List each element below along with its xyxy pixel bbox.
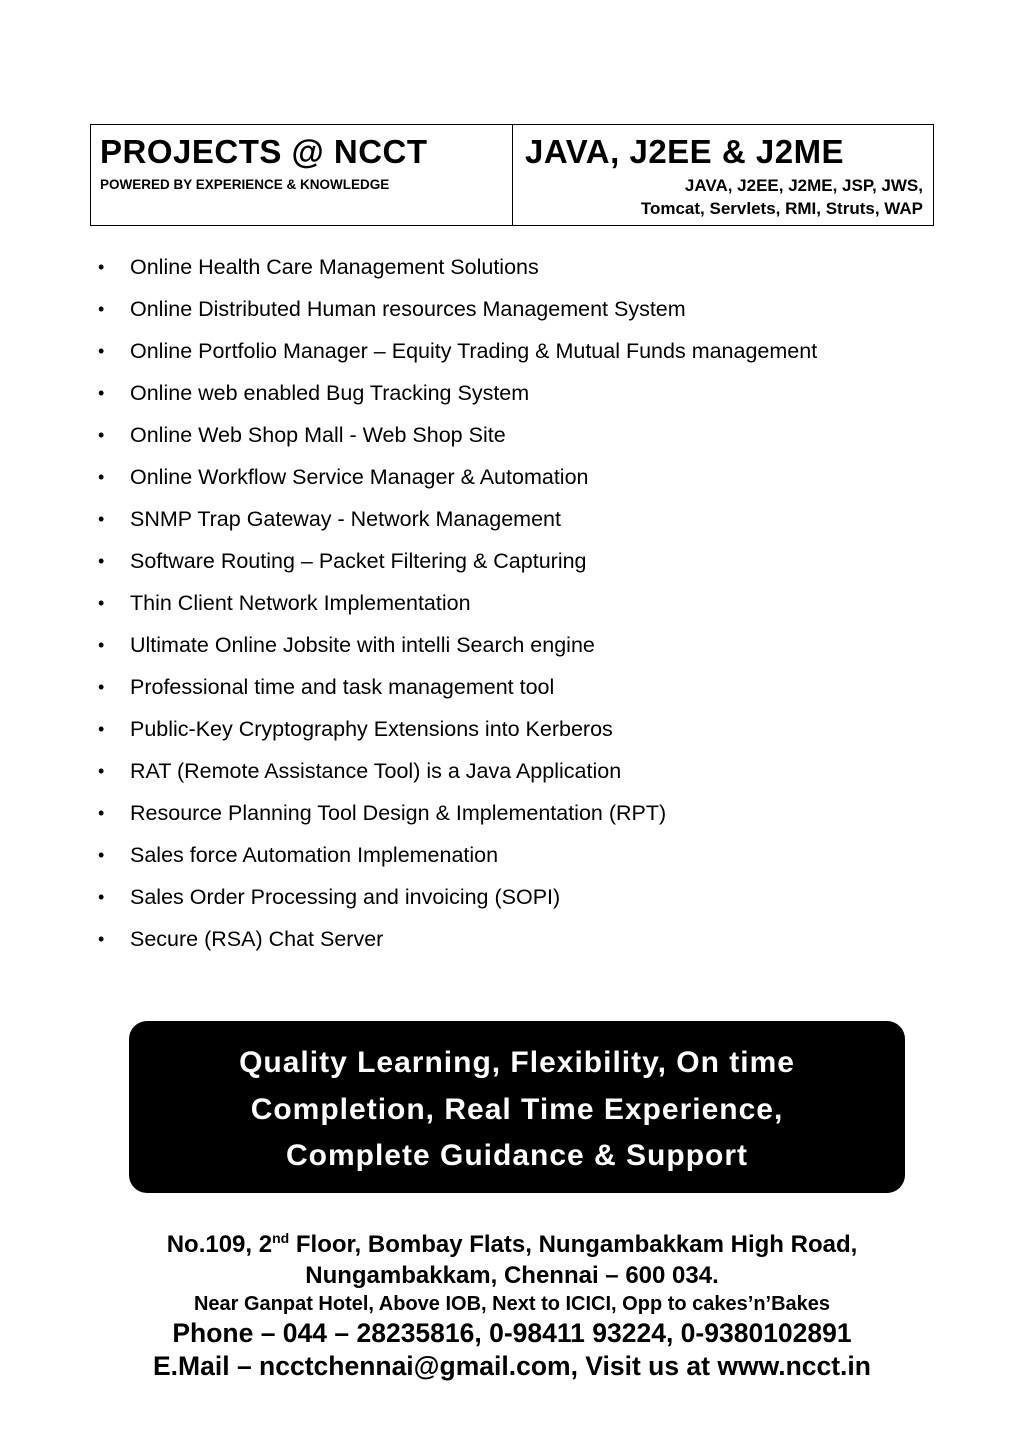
project-item <box>95 673 935 702</box>
project-label: Resource Planning Tool Design & Implementation (RPT) <box>130 801 667 825</box>
project-label: Professional time and task management tool <box>130 675 555 699</box>
ordinal-suffix: nd <box>272 1230 290 1246</box>
bullet-icon: • <box>98 719 105 739</box>
bullet-icon: • <box>98 299 105 319</box>
brand-title: PROJECTS @ NCCT <box>100 133 428 170</box>
project-item <box>95 883 935 912</box>
project-label: Online Health Care Management Solutions <box>130 255 539 279</box>
project-item <box>95 379 935 408</box>
bullet-icon: • <box>98 341 105 361</box>
project-list <box>95 253 935 967</box>
project-label: SNMP Trap Gateway - Network Management <box>130 507 561 531</box>
project-item <box>95 757 935 786</box>
header-table <box>90 124 934 226</box>
project-item <box>95 925 935 954</box>
project-label: Online Distributed Human resources Management System <box>130 297 686 321</box>
project-label: Online web enabled Bug Tracking System <box>130 381 530 405</box>
bullet-icon: • <box>98 929 105 949</box>
project-item <box>95 715 935 744</box>
bullet-icon: • <box>98 677 105 697</box>
address-city: Nungambakkam, Chennai – 600 034. <box>305 1262 719 1289</box>
bullet-icon: • <box>98 845 105 865</box>
brand-tagline: POWERED BY EXPERIENCE & KNOWLEDGE <box>100 177 390 192</box>
bullet-icon: • <box>98 425 105 445</box>
project-item <box>95 463 935 492</box>
quality-banner <box>129 1021 905 1193</box>
tech-list <box>525 174 923 220</box>
tech-list-line: Tomcat, Servlets, RMI, Struts, WAP <box>640 199 923 218</box>
project-label: Online Web Shop Mall - Web Shop Site <box>130 423 506 447</box>
bullet-icon: • <box>98 509 105 529</box>
address-street: Floor, Bombay Flats, Nungambakkam High Road, <box>289 1231 858 1258</box>
project-item <box>95 631 935 660</box>
project-label: Online Workflow Service Manager & Automation <box>130 465 589 489</box>
address-line <box>70 1222 954 1261</box>
phone-numbers: Phone – 044 – 28235816, 0-98411 93224, 0-9380102891 <box>172 1318 852 1348</box>
project-item <box>95 253 935 282</box>
project-label: Software Routing – Packet Filtering & Capturing <box>130 549 587 573</box>
brand-cell <box>91 125 513 225</box>
project-item <box>95 589 935 618</box>
address-street-number: No.109, 2 <box>166 1231 273 1258</box>
bullet-icon: • <box>98 761 105 781</box>
project-label: Online Portfolio Manager – Equity Trading & Mutual Funds management <box>130 339 818 363</box>
project-item <box>95 337 935 366</box>
banner-line: Complete Guidance & Support <box>285 1139 749 1172</box>
bullet-icon: • <box>98 467 105 487</box>
address-landmark: Near Ganpat Hotel, Above IOB, Next to ICICI, Opp to cakes’n’Bakes <box>193 1293 831 1315</box>
project-item <box>95 295 935 324</box>
project-label: Ultimate Online Jobsite with intelli Search engine <box>130 633 595 657</box>
bullet-icon: • <box>98 257 105 277</box>
project-item <box>95 505 935 534</box>
project-label: RAT (Remote Assistance Tool) is a Java Application <box>130 759 622 783</box>
tech-title: JAVA, J2EE & J2ME <box>525 133 845 170</box>
tech-cell <box>513 125 933 225</box>
project-label: Thin Client Network Implementation <box>130 591 471 615</box>
project-item <box>95 421 935 450</box>
bullet-icon: • <box>98 635 105 655</box>
project-label: Public-Key Cryptography Extensions into Kerberos <box>130 717 613 741</box>
project-item <box>95 841 935 870</box>
project-item <box>95 547 935 576</box>
project-label: Sales force Automation Implemenation <box>130 843 499 867</box>
bullet-icon: • <box>98 551 105 571</box>
bullet-icon: • <box>98 803 105 823</box>
email-website: E.Mail – ncctchennai@gmail.com, Visit us at www.ncct.in <box>153 1351 871 1381</box>
banner-line: Quality Learning, Flexibility, On time <box>239 1046 795 1079</box>
contact-block <box>70 1222 954 1383</box>
project-item <box>95 799 935 828</box>
bullet-icon: • <box>98 593 105 613</box>
bullet-icon: • <box>98 383 105 403</box>
bullet-icon: • <box>98 887 105 907</box>
project-label: Sales Order Processing and invoicing (SOPI) <box>130 885 561 909</box>
project-label: Secure (RSA) Chat Server <box>130 927 384 951</box>
banner-line: Completion, Real Time Experience, <box>250 1092 784 1126</box>
tech-list-line: JAVA, J2EE, J2ME, JSP, JWS, <box>684 176 923 195</box>
